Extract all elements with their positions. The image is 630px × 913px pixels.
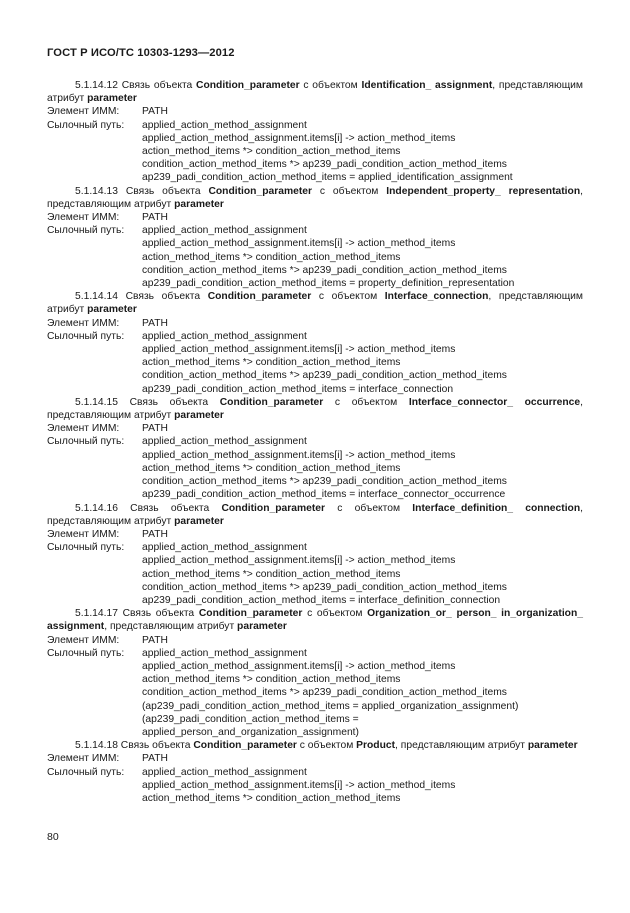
path-line: action_method_items *> condition_action_method_items <box>142 792 401 804</box>
section-heading: 5.1.14.13 Связь объекта Condition_parameter с объектом Independent_property_ representation, представляющим атрибут parameter <box>47 185 583 210</box>
path-row <box>47 224 583 237</box>
path-row <box>47 119 583 132</box>
path-line: applied_action_method_assignment <box>142 330 307 342</box>
path-label: Сылочный путь: <box>47 542 125 554</box>
path-line: condition_action_method_items *> ap239_padi_condition_action_method_items <box>142 264 507 276</box>
path-line: ap239_padi_condition_action_method_items = property_definition_representation <box>142 278 515 290</box>
path-line: ap239_padi_condition_action_method_items = interface_connector_occurrence <box>142 489 506 501</box>
element-value: PATH <box>142 423 168 435</box>
path-line: condition_action_method_items *> ap239_padi_condition_action_method_items <box>142 687 507 699</box>
path-row <box>47 766 583 779</box>
element-label: Элемент ИММ: <box>47 106 120 118</box>
element-value: PATH <box>142 753 168 765</box>
section-heading: 5.1.14.14 Связь объекта Condition_parameter с объектом Interface_connection, представляющим атрибут parameter <box>47 291 584 316</box>
path-line: applied_action_method_assignment <box>142 225 307 237</box>
path-line: applied_person_and_organization_assignment) <box>142 726 359 738</box>
element-row <box>47 752 583 765</box>
section-heading: 5.1.14.16 Связь объекта Condition_parameter с объектом Interface_definition_ connection, представляющим атрибут parameter <box>47 502 584 527</box>
section-heading: 5.1.14.15 Связь объекта Condition_parameter с объектом Interface_connector_ occurrence, представляющим атрибут parameter <box>47 396 584 422</box>
path-line: condition_action_method_items *> ap239_padi_condition_action_method_items <box>142 476 507 488</box>
path-line: applied_action_method_assignment.items[i] -> action_method_items <box>142 238 456 250</box>
element-label: Элемент ИММ: <box>47 634 120 646</box>
path-row <box>47 435 583 448</box>
section-5-1-14-12 <box>47 79 583 185</box>
standard-header: ГОСТ Р ИСО/ТС 10303-1293—2012 <box>47 47 235 59</box>
path-line: applied_action_method_assignment <box>142 436 307 448</box>
element-label: Элемент ИММ: <box>47 528 120 540</box>
element-value: PATH <box>142 634 168 646</box>
element-value: PATH <box>142 317 168 329</box>
element-label: Элемент ИММ: <box>47 423 120 435</box>
content-body <box>47 79 583 805</box>
section-heading: 5.1.14.17 Связь объекта Condition_parameter с объектом Organization_or_ person_ in_organization_ assignment, представляющим атрибут parameter <box>47 608 583 633</box>
section-heading: 5.1.14.12 Связь объекта Condition_parameter с объектом Identification_ assignment, представляющим атрибут parameter <box>47 80 584 105</box>
element-label: Элемент ИММ: <box>47 753 120 765</box>
path-row <box>47 647 583 660</box>
element-value: PATH <box>142 528 168 540</box>
element-row <box>47 634 583 647</box>
path-line: applied_action_method_assignment.items[i] -> action_method_items <box>142 344 456 356</box>
section-5-1-14-14 <box>47 290 583 396</box>
path-line: ap239_padi_condition_action_method_items = interface_connection <box>142 383 454 395</box>
path-line: applied_action_method_assignment.items[i] -> action_method_items <box>142 555 456 567</box>
page-number: 80 <box>47 831 59 843</box>
path-line: applied_action_method_assignment <box>142 647 307 659</box>
section-5-1-14-18 <box>47 739 583 805</box>
element-label: Элемент ИММ: <box>47 317 120 329</box>
path-line: applied_action_method_assignment.items[i] -> action_method_items <box>142 132 456 144</box>
path-label: Сылочный путь: <box>47 436 125 448</box>
section-5-1-14-16 <box>47 502 583 608</box>
path-line: applied_action_method_assignment.items[i] -> action_method_items <box>142 449 456 461</box>
section-5-1-14-13 <box>47 185 583 291</box>
path-row <box>47 541 583 554</box>
path-line: applied_action_method_assignment <box>142 766 307 778</box>
path-line: applied_action_method_assignment.items[i] -> action_method_items <box>142 660 456 672</box>
path-line: applied_action_method_assignment <box>142 119 307 131</box>
path-line: ap239_padi_condition_action_method_items = interface_definition_connection <box>142 594 501 606</box>
path-line: applied_action_method_assignment <box>142 542 307 554</box>
path-line: condition_action_method_items *> ap239_padi_condition_action_method_items <box>142 581 507 593</box>
path-label: Сылочный путь: <box>47 119 125 131</box>
path-line: condition_action_method_items *> ap239_padi_condition_action_method_items <box>142 370 507 382</box>
path-line: condition_action_method_items *> ap239_padi_condition_action_method_items <box>142 159 507 171</box>
section-5-1-14-15 <box>47 396 583 502</box>
path-row <box>47 330 583 343</box>
path-line: action_method_items *> condition_action_method_items <box>142 146 401 158</box>
path-line: action_method_items *> condition_action_method_items <box>142 357 401 369</box>
path-line: ap239_padi_condition_action_method_items = applied_identification_assignment <box>142 172 513 184</box>
element-value: PATH <box>142 106 168 118</box>
element-row <box>47 211 583 224</box>
path-line: (ap239_padi_condition_action_method_items = <box>142 713 359 725</box>
element-row <box>47 317 583 330</box>
section-5-1-14-17 <box>47 607 583 739</box>
element-value: PATH <box>142 212 168 224</box>
path-line: action_method_items *> condition_action_method_items <box>142 462 401 474</box>
section-heading: 5.1.14.18 Связь объекта Condition_parameter с объектом Product, представляющим атрибут parameter <box>75 740 578 752</box>
path-label: Сылочный путь: <box>47 647 125 659</box>
element-row <box>47 528 583 541</box>
path-line: action_method_items *> condition_action_method_items <box>142 674 401 686</box>
element-label: Элемент ИММ: <box>47 212 120 224</box>
path-label: Сылочный путь: <box>47 766 125 778</box>
path-line: action_method_items *> condition_action_method_items <box>142 568 401 580</box>
path-label: Сылочный путь: <box>47 225 125 237</box>
path-label: Сылочный путь: <box>47 330 125 342</box>
path-line: applied_action_method_assignment.items[i] -> action_method_items <box>142 779 456 791</box>
element-row <box>47 105 583 118</box>
element-row <box>47 422 583 435</box>
path-line: (ap239_padi_condition_action_method_items = applied_organization_assignment) <box>142 700 519 712</box>
path-line: action_method_items *> condition_action_method_items <box>142 251 401 263</box>
